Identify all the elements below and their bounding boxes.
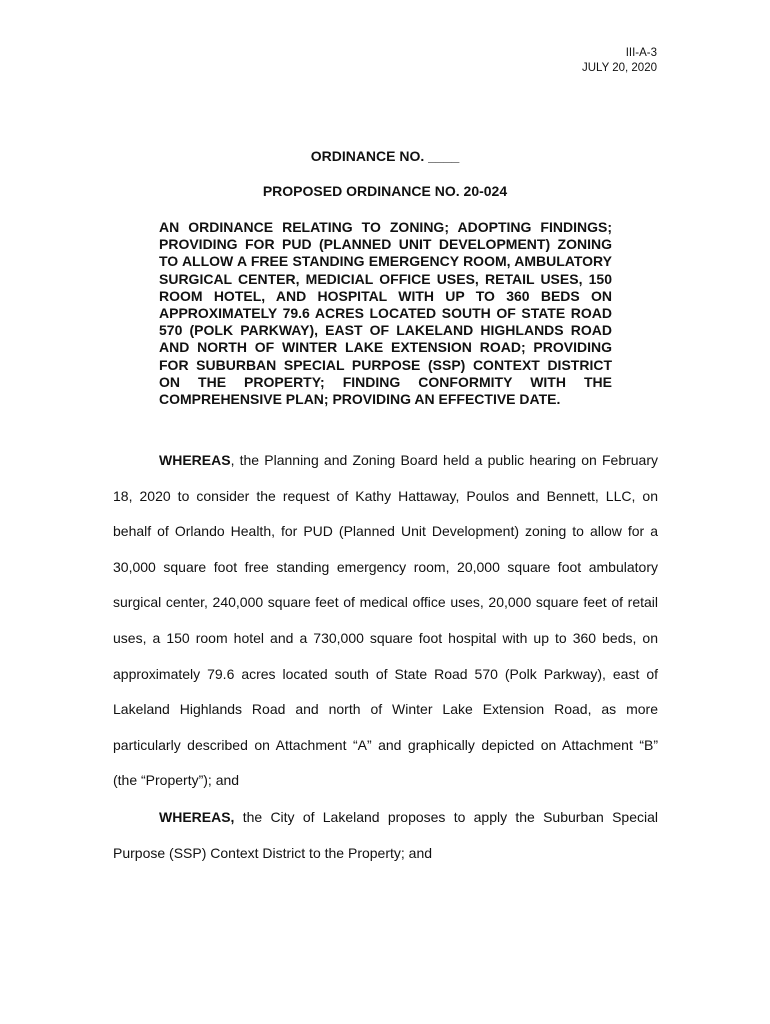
- whereas-text: the City of Lakeland proposes to apply the Suburban Special Purpose (SSP) Context District to the Property; and: [113, 809, 658, 861]
- whereas-lead: WHEREAS: [159, 452, 231, 468]
- reference-code: III-A-3: [625, 47, 657, 59]
- whereas-text: , the Planning and Zoning Board held a public hearing on February 18, 2020 to consider the request of Kathy Hattaway, Poulos and Bennett, LLC, on behalf of Orlando Health, for PUD (Planned Unit Development) zoning to allow for a 30,000 square foot free standing emergency room, 20,000 square foot ambulatory surgical center, 240,000 square feet of medical office uses, 20,000 square feet of retail uses, a 150 room hotel and a 730,000 square foot hospital with up to 360 beds, on approximately 79.6 acres located south of State Road 570 (Polk Parkway), east of Lakeland Highlands Road and north of Winter Lake Extension Road, as more particularly described on Attachment “A” and graphically depicted on Attachment “B” (the “Property”); and: [113, 452, 658, 789]
- whereas-paragraph: [113, 443, 658, 799]
- document-reference: [582, 46, 657, 76]
- proposed-ordinance-title: PROPOSED ORDINANCE NO. 20-024: [262, 183, 508, 199]
- ordinance-number-title: ORDINANCE NO. ____: [310, 148, 460, 164]
- whereas-paragraph: [113, 800, 658, 871]
- ordinance-caption: AN ORDINANCE RELATING TO ZONING; ADOPTING FINDINGS; PROVIDING FOR PUD (PLANNED UNIT DEVELOPMENT) ZONING TO ALLOW A FREE STANDING EMERGENCY ROOM, AMBULATORY SURGICAL CENTER, MEDICIAL OFFICE USES, RETAIL USES, 150 ROOM HOTEL, AND HOSPITAL WITH UP TO 360 BEDS ON APPROXIMATELY 79.6 ACRES LOCATED SOUTH OF STATE ROAD 570 (POLK PARKWAY), EAST OF LAKELAND HIGHLANDS ROAD AND NORTH OF WINTER LAKE EXTENSION ROAD; PROVIDING FOR SUBURBAN SPECIAL PURPOSE (SSP) CONTEXT DISTRICT ON THE PROPERTY; FINDING CONFORMITY WITH THE COMPREHENSIVE PLAN; PROVIDING AN EFFECTIVE DATE.: [159, 219, 612, 408]
- whereas-lead: WHEREAS,: [159, 809, 235, 825]
- document-date: JULY 20, 2020: [581, 62, 657, 74]
